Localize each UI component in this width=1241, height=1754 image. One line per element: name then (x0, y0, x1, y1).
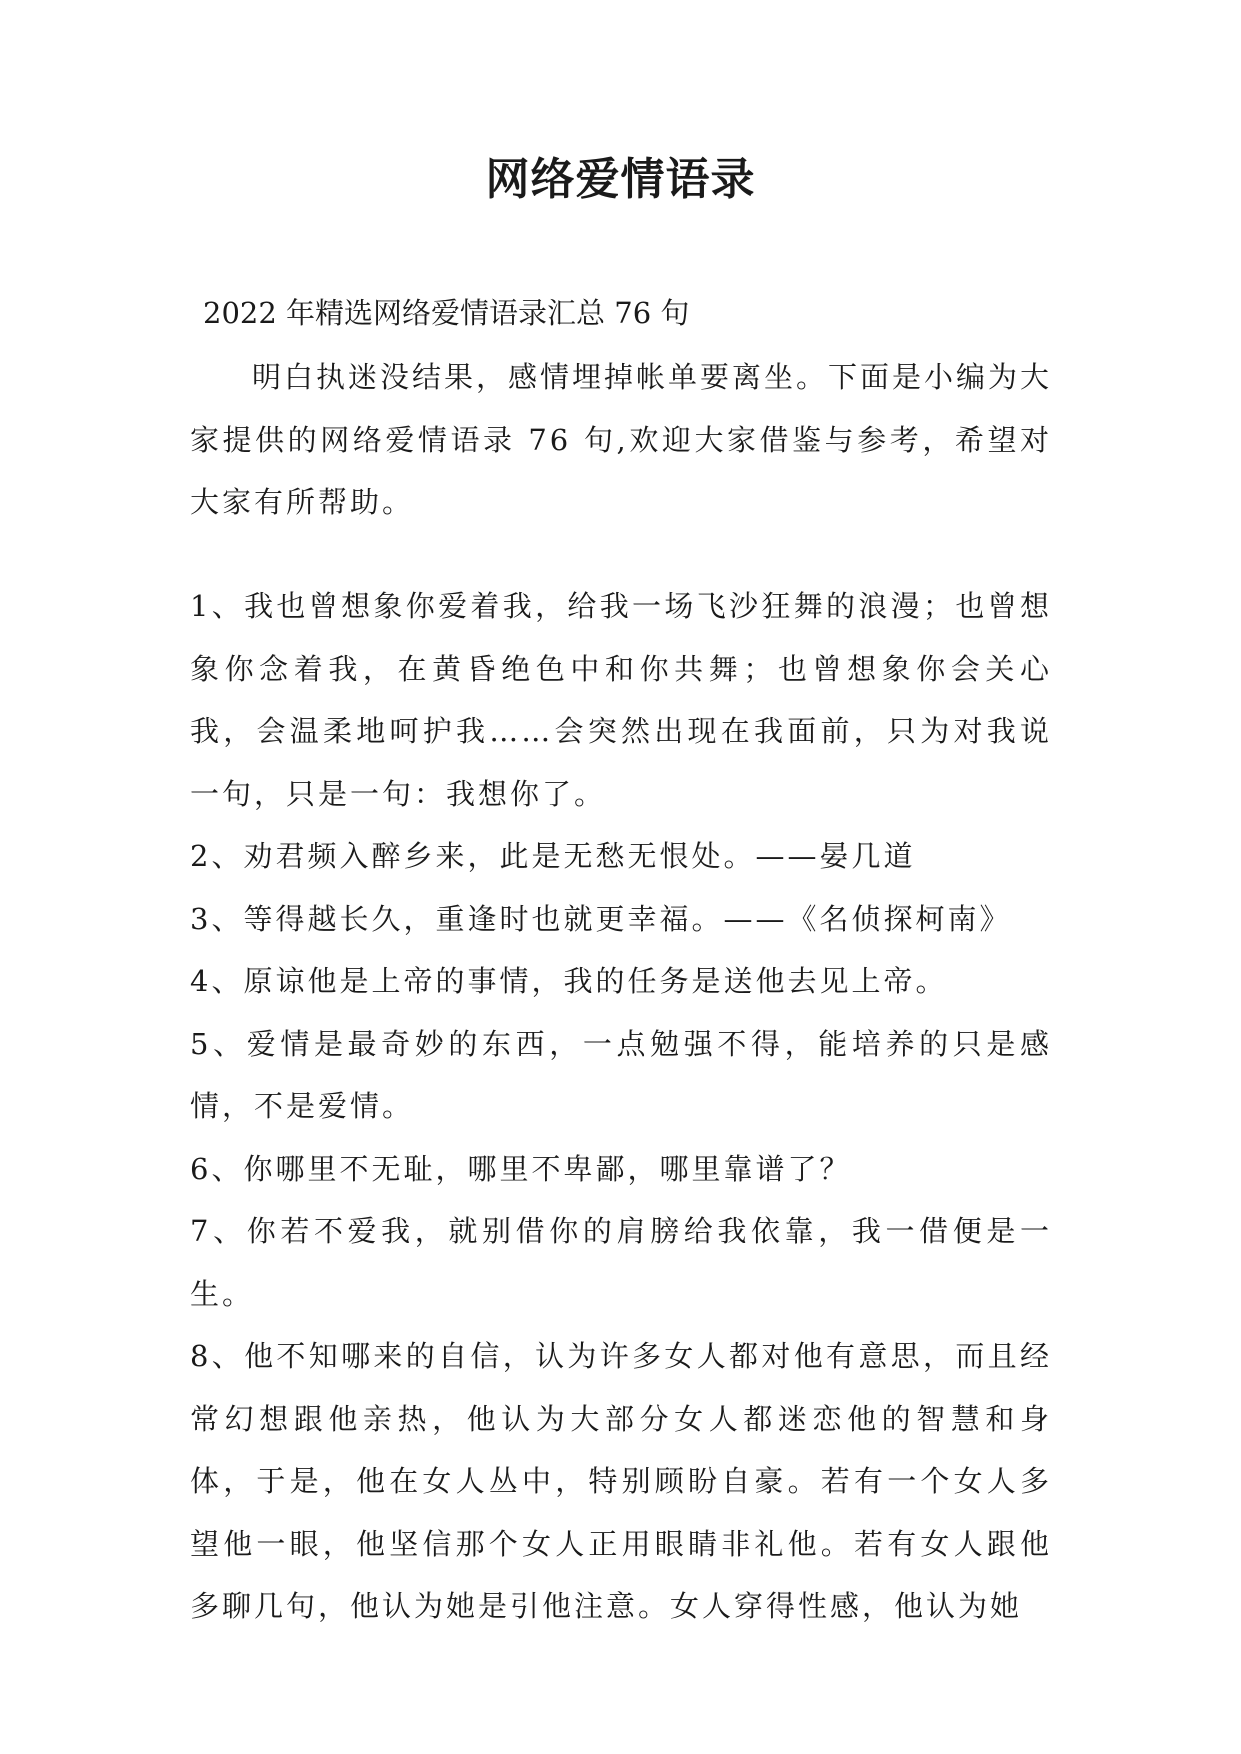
quote-list (190, 575, 1052, 1638)
document-title: 网络爱情语录 (485, 154, 756, 205)
list-item: 5、爱情是最奇妙的东西，一点勉强不得，能培养的只是感情，不是爱情。 (190, 1026, 1052, 1123)
list-item: 3、等得越长久，重逢时也就更幸福。——《名侦探柯南》 (190, 901, 1012, 936)
list-item: 2、劝君频入醉乡来，此是无愁无恨处。——晏几道 (190, 839, 916, 873)
intro-paragraph: 明白执迷没结果，感情埋掉帐单要离坐。下面是小编为大家提供的网络爱情语录 76 句,欢迎大家借鉴与参考，希望对大家有所帮助。 (190, 360, 1053, 519)
list-item: 4、原谅他是上帝的事情，我的任务是送他去见上帝。 (190, 964, 948, 998)
document-subtitle: 2022 年精选网络爱情语录汇总 76 句 (203, 296, 690, 330)
list-item: 1、我也曾想象你爱着我，给我一场飞沙狂舞的浪漫；也曾想象你念着我，在黄昏绝色中和你共舞；也曾想象你会关心我，会温柔地呵护我……会突然出现在我面前，只为对我说一句，只是一句：我想你了。 (190, 589, 1052, 811)
list-item: 8、他不知哪来的自信，认为许多女人都对他有意思，而且经常幻想跟他亲热，他认为大部分女人都迷恋他的智慧和身体，于是，他在女人丛中，特别顾盼自豪。若有一个女人多望他一眼，他坚信那个女人正用眼睛非礼他。若有女人跟他多聊几句，他认为她是引他注意。女人穿得性感，他认为她 (190, 1339, 1052, 1623)
list-item: 6、你哪里不无耻，哪里不卑鄙，哪里靠谱了？ (190, 1151, 852, 1186)
list-item: 7、你若不爱我，就别借你的肩膀给我依靠，我一借便是一生。 (190, 1214, 1052, 1311)
